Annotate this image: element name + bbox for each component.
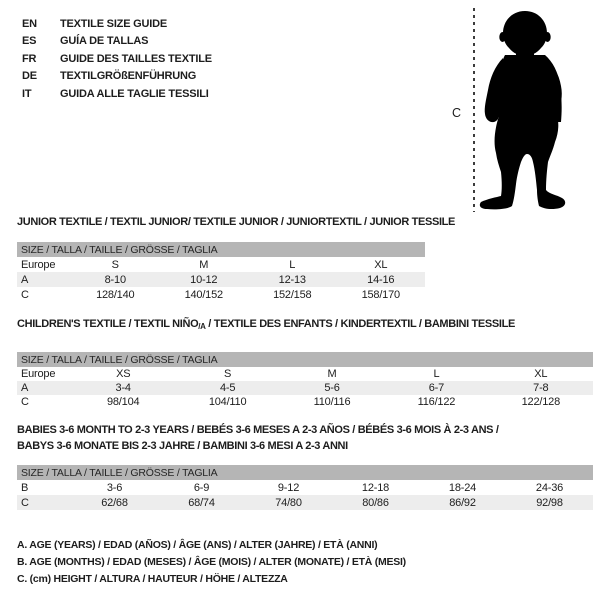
language-row-de	[22, 68, 212, 86]
height-measure-label: C	[452, 106, 461, 120]
height-cell: 62/68	[101, 496, 128, 509]
row-label: Europe	[21, 368, 56, 380]
baby-silhouette-icon	[478, 10, 570, 210]
table-row-height	[17, 395, 593, 409]
age-cell: 6-9	[193, 481, 210, 494]
age-cell: 5-6	[324, 382, 340, 394]
height-cell: 110/116	[313, 396, 351, 408]
size-cell: XL	[374, 258, 388, 271]
size-cell: M	[199, 258, 209, 271]
size-cell: S	[224, 368, 232, 380]
language-code: IT	[22, 87, 32, 100]
age-cell: 6-7	[428, 382, 445, 394]
age-cell: 14-16	[367, 273, 395, 286]
age-cell: 8-10	[104, 273, 126, 286]
age-cell: 9-12	[277, 481, 300, 494]
language-code: ES	[22, 35, 37, 48]
age-cell: 10-12	[190, 273, 218, 286]
language-title-block	[22, 15, 212, 103]
table-row-europe	[17, 257, 425, 272]
height-measure-dashed-line	[473, 8, 475, 212]
section-title-children	[17, 318, 515, 331]
children-size-table	[17, 352, 593, 409]
row-label: A	[21, 382, 29, 394]
table-row-height	[17, 495, 593, 510]
age-cell: 24-36	[535, 481, 564, 494]
height-cell: 86/92	[449, 496, 476, 509]
table-row-age-months	[17, 480, 593, 495]
language-row-es	[22, 33, 212, 51]
language-code: DE	[22, 70, 37, 83]
table-row-age	[17, 272, 425, 287]
height-cell: 116/122	[417, 396, 456, 408]
junior-size-table	[17, 242, 425, 302]
height-cell: 158/170	[361, 288, 400, 301]
size-cell: M	[327, 368, 337, 380]
age-cell: 12-13	[278, 273, 306, 286]
guide-title-fr: GUIDE DES TAILLES TEXTILE	[60, 52, 212, 65]
footnote-c: C. (cm) HEIGHT / ALTURA / HAUTEUR / HÖHE / ALTEZZA	[17, 572, 288, 585]
size-cell: XL	[534, 368, 548, 380]
language-code: FR	[22, 52, 37, 65]
guide-title-de: TEXTILGRÖßENFÜHRUNG	[60, 70, 197, 83]
row-label: A	[21, 273, 29, 286]
height-cell: 74/80	[275, 496, 302, 509]
size-cell: XS	[116, 368, 131, 380]
age-cell: 3-6	[106, 481, 123, 494]
row-label: Europe	[21, 258, 56, 271]
section-title-children-pre: CHILDREN'S TEXTILE / TEXTIL NIÑO	[17, 318, 199, 330]
table-header-bar: SIZE / TALLA / TAILLE / GRÖSSE / TAGLIA	[17, 465, 593, 480]
table-header-bar: SIZE / TALLA / TAILLE / GRÖSSE / TAGLIA	[17, 352, 593, 367]
height-cell: 122/128	[521, 396, 561, 408]
section-title-children-sub: /A	[198, 322, 206, 331]
height-cell: 152/158	[273, 288, 312, 301]
table-header-bar: SIZE / TALLA / TAILLE / GRÖSSE / TAGLIA	[17, 242, 425, 257]
size-cell: S	[111, 258, 119, 271]
table-row-age	[17, 381, 593, 395]
section-title-babies-line2: BABYS 3-6 MONATE BIS 2-3 JAHRE / BAMBINI 3-6 MESI A 2-3 ANNI	[17, 440, 348, 452]
height-cell: 104/110	[208, 396, 247, 408]
row-label: C	[21, 288, 29, 301]
language-row-fr	[22, 50, 212, 68]
section-title-babies	[17, 424, 499, 456]
row-label: C	[21, 396, 29, 408]
section-title-junior: JUNIOR TEXTILE / TEXTIL JUNIOR/ TEXTILE JUNIOR / JUNIORTEXTIL / JUNIOR TESSILE	[17, 216, 456, 228]
language-row-en	[22, 15, 212, 33]
legend-footnotes	[17, 536, 406, 587]
table-row-europe	[17, 367, 593, 381]
age-cell: 7-8	[533, 382, 549, 394]
age-cell: 4-5	[219, 382, 236, 394]
section-title-babies-line1: BABIES 3-6 MONTH TO 2-3 YEARS / BEBÉS 3-6 MESES A 2-3 AÑOS / BÉBÉS 3-6 MOIS À 2-3 ANS /	[17, 424, 499, 436]
age-cell: 12-18	[361, 481, 390, 494]
babies-size-table	[17, 465, 593, 510]
height-cell: 98/104	[106, 396, 140, 408]
footnote-b: B. AGE (MONTHS) / EDAD (MESES) / ÂGE (MOIS) / ALTER (MONATE) / ETÀ (MESI)	[17, 555, 406, 568]
height-cell: 68/74	[188, 496, 215, 509]
guide-title-it: GUIDA ALLE TAGLIE TESSILI	[60, 87, 209, 100]
table-row-height	[17, 287, 425, 302]
row-label: B	[21, 481, 29, 494]
guide-title-en: TEXTILE SIZE GUIDE	[60, 17, 168, 30]
age-cell: 18-24	[448, 481, 477, 494]
language-row-it	[22, 85, 212, 103]
height-cell: 128/140	[96, 288, 135, 301]
age-cell: 3-4	[115, 382, 131, 394]
size-cell: L	[289, 258, 296, 271]
height-cell: 92/98	[536, 496, 563, 509]
guide-title-es: GUÍA DE TALLAS	[60, 35, 149, 48]
language-code: EN	[22, 17, 37, 30]
footnote-a: A. AGE (YEARS) / EDAD (AÑOS) / ÂGE (ANS) / ALTER (JAHRE) / ETÀ (ANNI)	[17, 538, 378, 551]
size-cell: L	[433, 368, 440, 380]
height-cell: 80/86	[362, 496, 389, 509]
section-title-children-post: / TEXTILE DES ENFANTS / KINDERTEXTIL / BAMBINI TESSILE	[205, 318, 515, 330]
height-cell: 140/152	[184, 288, 223, 301]
row-label: C	[21, 496, 29, 509]
